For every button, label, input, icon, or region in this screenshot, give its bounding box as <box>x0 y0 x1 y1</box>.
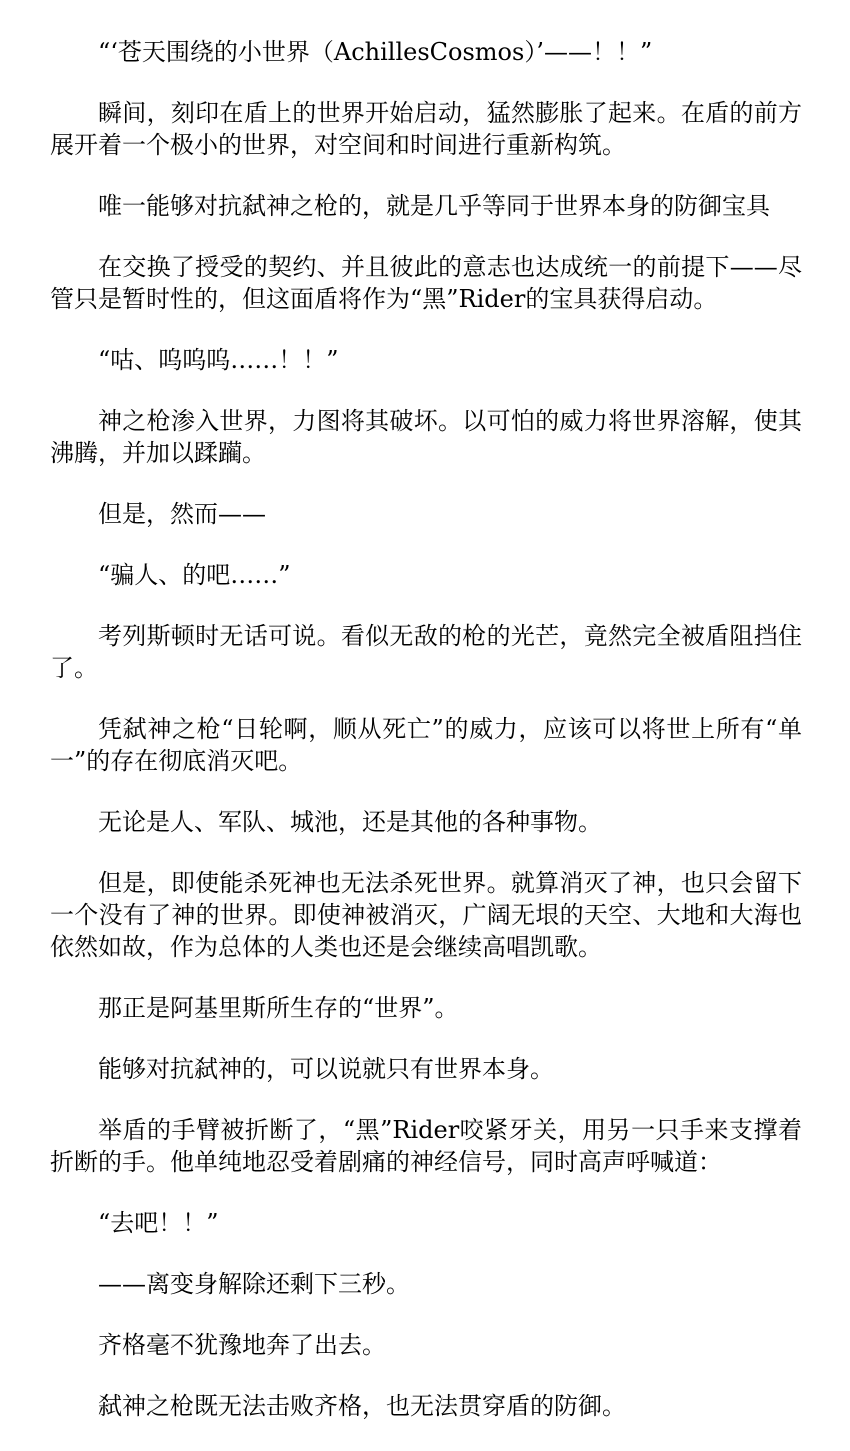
paragraph: 那正是阿基里斯所生存的“世界”。 <box>98 994 459 1022</box>
paragraph: 无论是人、军队、城池，还是其他的各种事物。 <box>98 808 602 836</box>
paragraph: 弑神之枪既无法击败齐格，也无法贯穿盾的防御。 <box>98 1392 626 1420</box>
paragraph: 能够对抗弑神的，可以说就只有世界本身。 <box>98 1055 554 1083</box>
paragraph: 但是，即使能杀死神也无法杀死世界。就算消灭了神，也只会留下一个没有了神的世界。即使神被消灭，广阔无垠的天空、大地和大海也依然如故，作为总体的人类也还是会继续高唱凯歌。 <box>50 869 802 961</box>
paragraph: “咕、呜呜呜……！！” <box>98 346 339 374</box>
paragraph: 神之枪渗入世界，力图将其破坏。以可怕的威力将世界溶解，使其沸腾，并加以蹂躏。 <box>50 407 802 467</box>
document-page <box>50 36 802 1451</box>
paragraph: 唯一能够对抗弑神之枪的，就是几乎等同于世界本身的防御宝具 <box>98 192 770 220</box>
paragraph: 齐格毫不犹豫地奔了出去。 <box>98 1331 386 1359</box>
paragraph: 在交换了授受的契约、并且彼此的意志也达成统一的前提下——尽管只是暂时性的，但这面盾将作为“黑”Rider的宝具获得启动。 <box>50 253 802 313</box>
paragraph: ——离变身解除还剩下三秒。 <box>98 1270 410 1298</box>
paragraph: “骗人、的吧……” <box>98 561 291 589</box>
paragraph: 考列斯顿时无话可说。看似无敌的枪的光芒，竟然完全被盾阻挡住了。 <box>50 622 802 682</box>
paragraph: 凭弑神之枪“日轮啊，顺从死亡”的威力，应该可以将世上所有“单一”的存在彻底消灭吧。 <box>50 715 802 775</box>
paragraph: “‘苍天围绕的小世界（AchillesCosmos）’——！！” <box>98 38 653 66</box>
paragraph: 举盾的手臂被折断了，“黑”Rider咬紧牙关，用另一只手来支撑着折断的手。他单纯地忍受着剧痛的神经信号，同时高声呼喊道： <box>50 1116 802 1176</box>
paragraph: 瞬间，刻印在盾上的世界开始启动，猛然膨胀了起来。在盾的前方展开着一个极小的世界，对空间和时间进行重新构筑。 <box>50 99 802 159</box>
paragraph: “去吧！！” <box>98 1209 219 1237</box>
paragraph: 但是，然而—— <box>98 500 266 528</box>
